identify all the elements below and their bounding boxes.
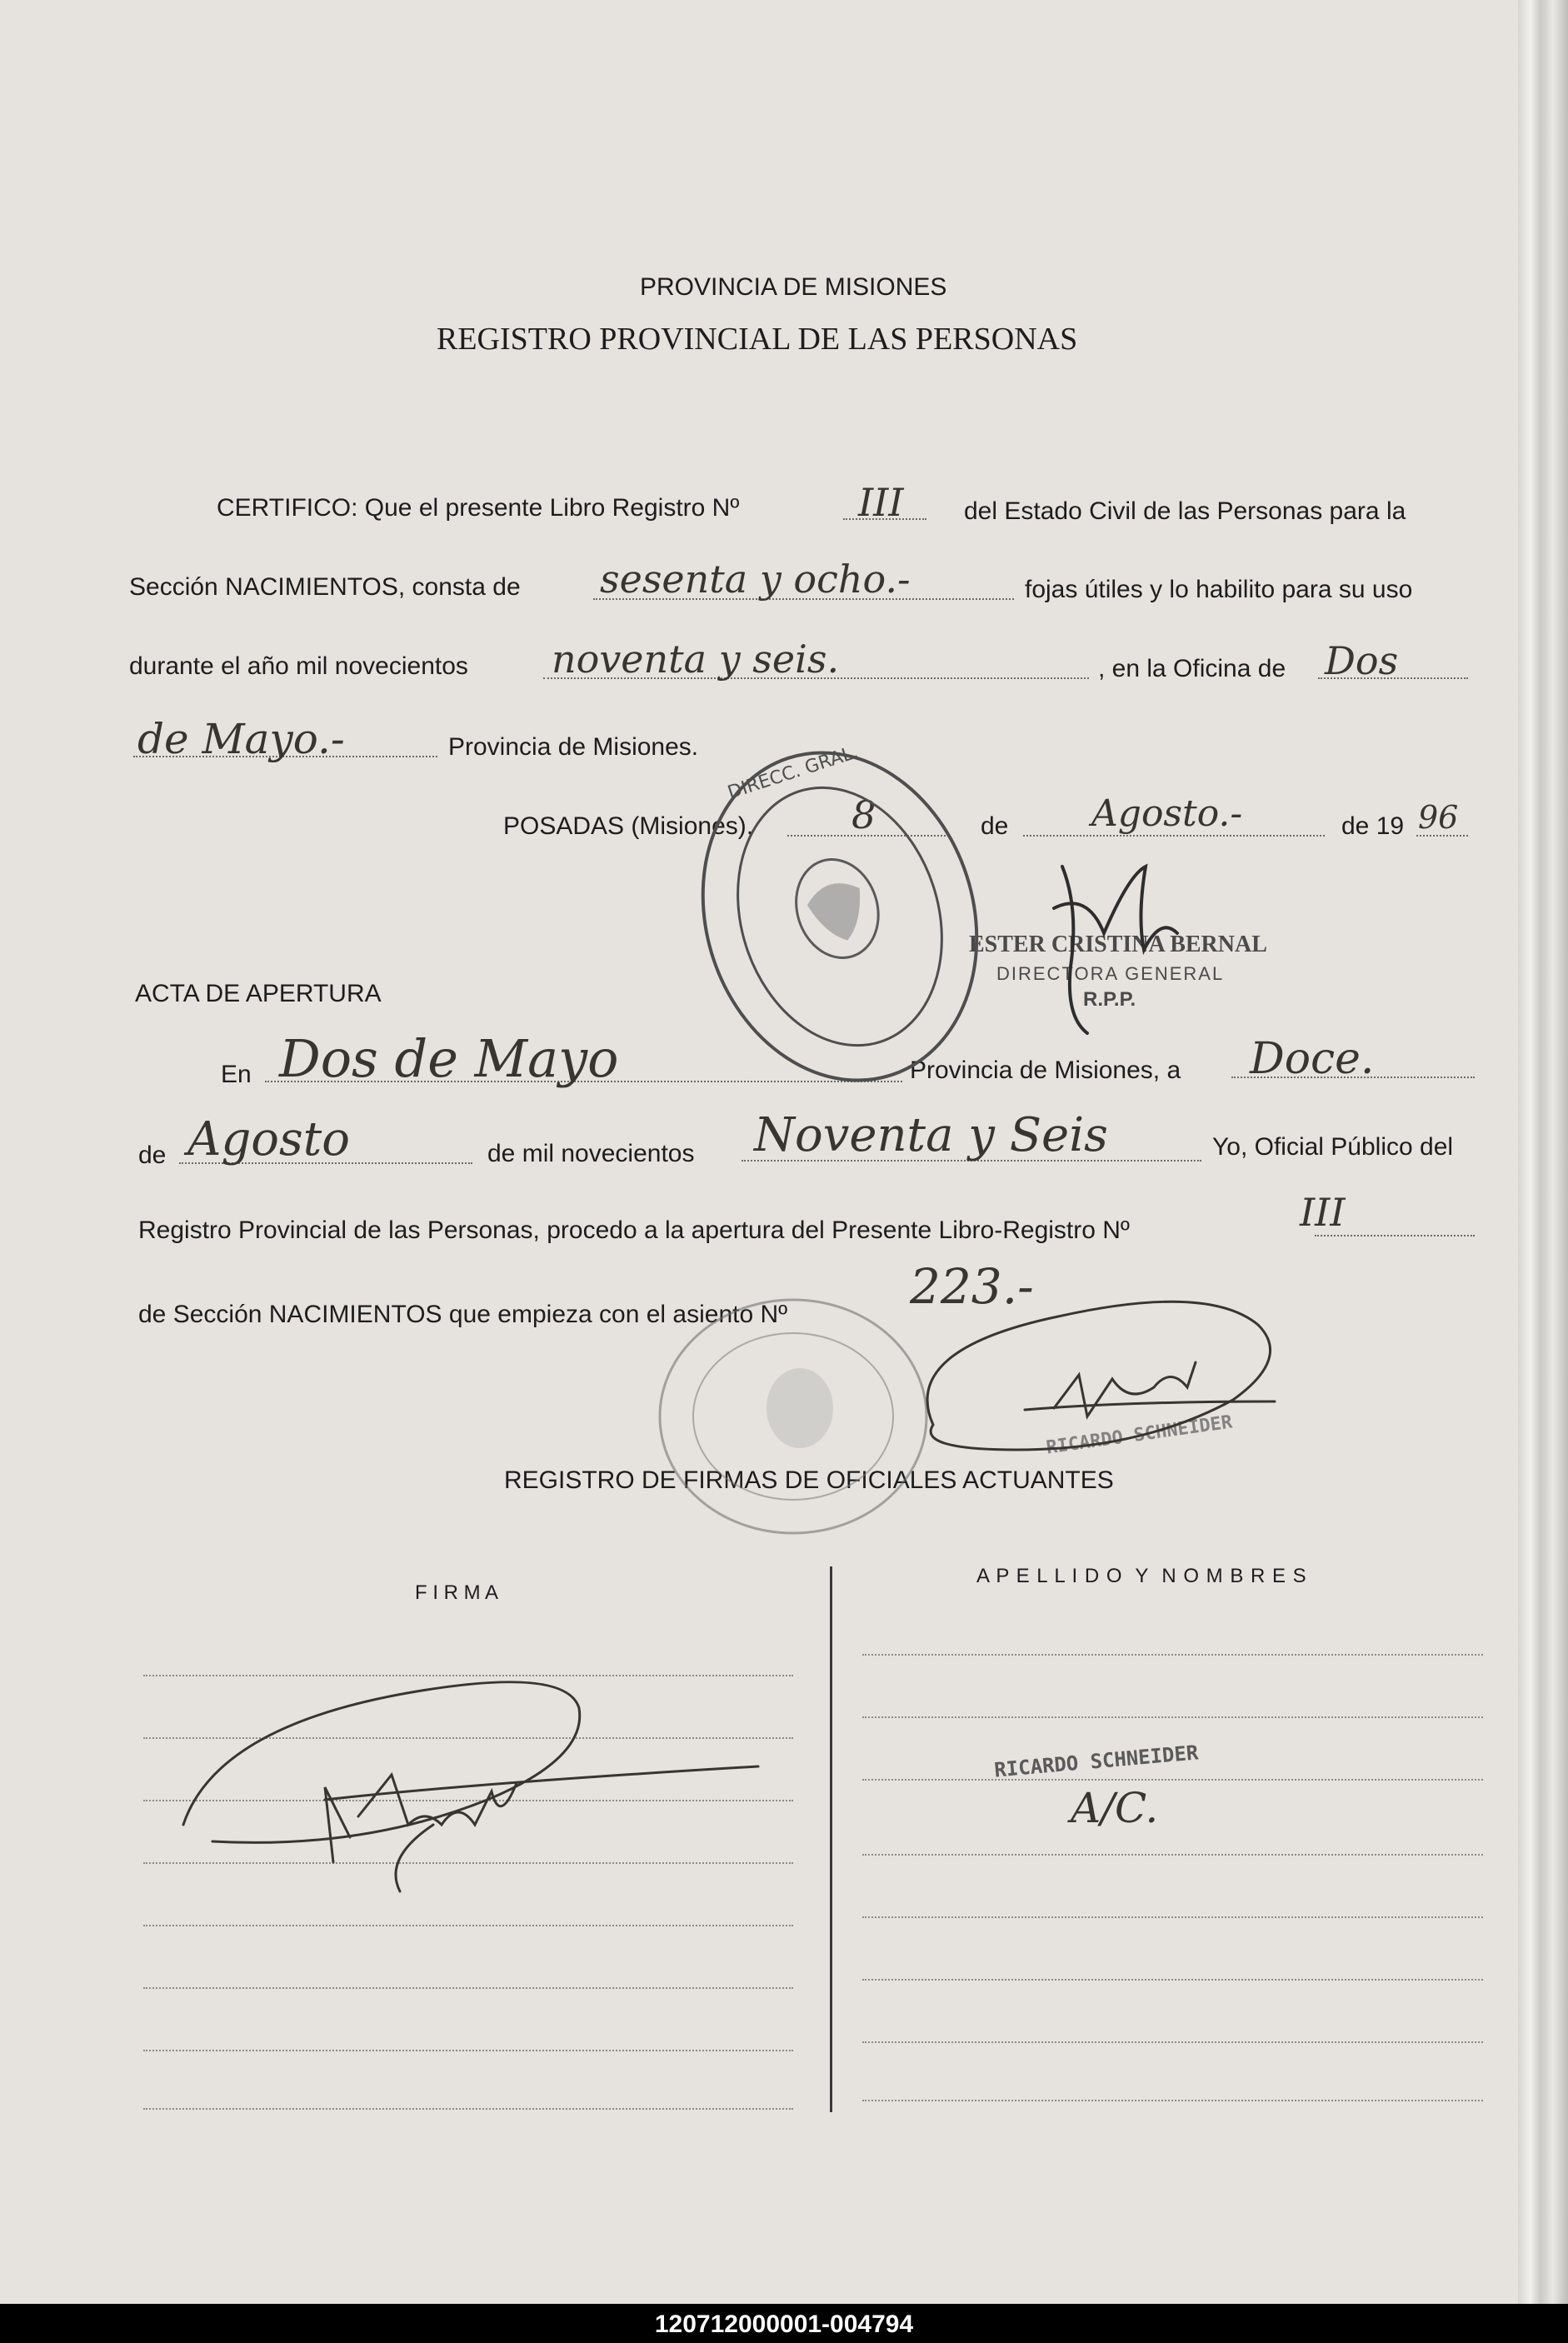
signer-org: R.P.P. <box>1083 988 1136 1011</box>
oficina-handwritten-2: de Mayo.- <box>137 715 345 763</box>
director-signature <box>1054 867 1177 1033</box>
place-date-label: POSADAS (Misiones), <box>503 812 754 840</box>
cert-line3-suffix: , en la Oficina de <box>1098 655 1286 682</box>
acta-libro-handwritten: III <box>1300 1190 1346 1235</box>
province-heading: PROVINCIA DE MISIONES <box>640 273 947 301</box>
cert-line2-prefix: Sección NACIMIENTOS, consta de <box>129 573 521 601</box>
official-seal <box>662 717 1018 1116</box>
acta-year-prefix: de mil novecientos <box>487 1140 695 1167</box>
signer-title: DIRECTORA GENERAL <box>996 963 1225 984</box>
signer-name: ESTER CRISTINA BERNAL <box>969 932 1267 957</box>
entry-note-handwritten: A/C. <box>1071 1784 1159 1832</box>
acta-day-handwritten: Doce. <box>1250 1034 1375 1084</box>
acta-month-handwritten: Agosto <box>187 1112 350 1167</box>
acta-line3: Registro Provincial de las Personas, procedo a la apertura del Presente Libro-Registro Nº <box>138 1216 1130 1244</box>
document-id: 120712000001-004794 <box>654 2311 914 2338</box>
cert-line4-suffix: Provincia de Misiones. <box>448 733 699 761</box>
acta-place-handwritten: Dos de Mayo <box>279 1028 619 1089</box>
acta-en: En <box>221 1061 252 1088</box>
date-de-label: de <box>981 812 1009 840</box>
firma-column-signature <box>183 1682 758 1891</box>
faint-seal <box>660 1300 926 1533</box>
cert-line1-suffix: del Estado Civil de las Personas para la <box>964 497 1406 525</box>
acta-line4: de Sección NACIMIENTOS que empieza con el asiento Nº <box>138 1301 788 1328</box>
oficina-handwritten-1: Dos <box>1325 638 1399 683</box>
year-suffix-handwritten: 96 <box>1418 799 1459 836</box>
official-signature-acta <box>927 1301 1275 1450</box>
fojas-handwritten: sesenta y ocho.- <box>600 557 911 602</box>
acta-asiento-handwritten: 223.- <box>910 1258 1034 1315</box>
acta-heading: ACTA DE APERTURA <box>135 980 382 1007</box>
registry-heading: REGISTRO PROVINCIAL DE LAS PERSONAS <box>437 322 1078 357</box>
acta-official-text: Yo, Oficial Público del <box>1212 1133 1454 1161</box>
acta-de: de <box>138 1142 167 1169</box>
cert-line3-prefix: durante el año mil novecientos <box>129 652 468 680</box>
firmas-heading: REGISTRO DE FIRMAS DE OFICIALES ACTUANTES <box>504 1466 1114 1494</box>
footer-id-bar <box>0 2304 1568 2343</box>
svg-text:DIRECC. GRAL.: DIRECC. GRAL. <box>725 742 861 804</box>
date-year-prefix: de 19 <box>1341 812 1405 840</box>
month-handwritten: Agosto.- <box>1091 792 1243 835</box>
year-words-handwritten: noventa y seis. <box>552 637 840 682</box>
col-nombres-header: A P E L L I D O Y N O M B R E S <box>976 1565 1307 1587</box>
day-handwritten: 8 <box>851 792 876 837</box>
acta-year-handwritten: Noventa y Seis <box>754 1108 1108 1162</box>
entry-name-stamp: RICARDO SCHNEIDER <box>993 1741 1200 1782</box>
libro-no-handwritten: III <box>858 480 904 525</box>
acta-name-stamp: RICARDO SCHNEIDER <box>1045 1411 1234 1459</box>
cert-line1-prefix: CERTIFICO: Que el presente Libro Registro Nº <box>217 494 740 522</box>
cert-line2-suffix: fojas útiles y lo habilito para su uso <box>1025 576 1413 603</box>
col-firma-header: F I R M A <box>415 1581 499 1604</box>
acta-prov: Provincia de Misiones, a <box>910 1057 1181 1084</box>
